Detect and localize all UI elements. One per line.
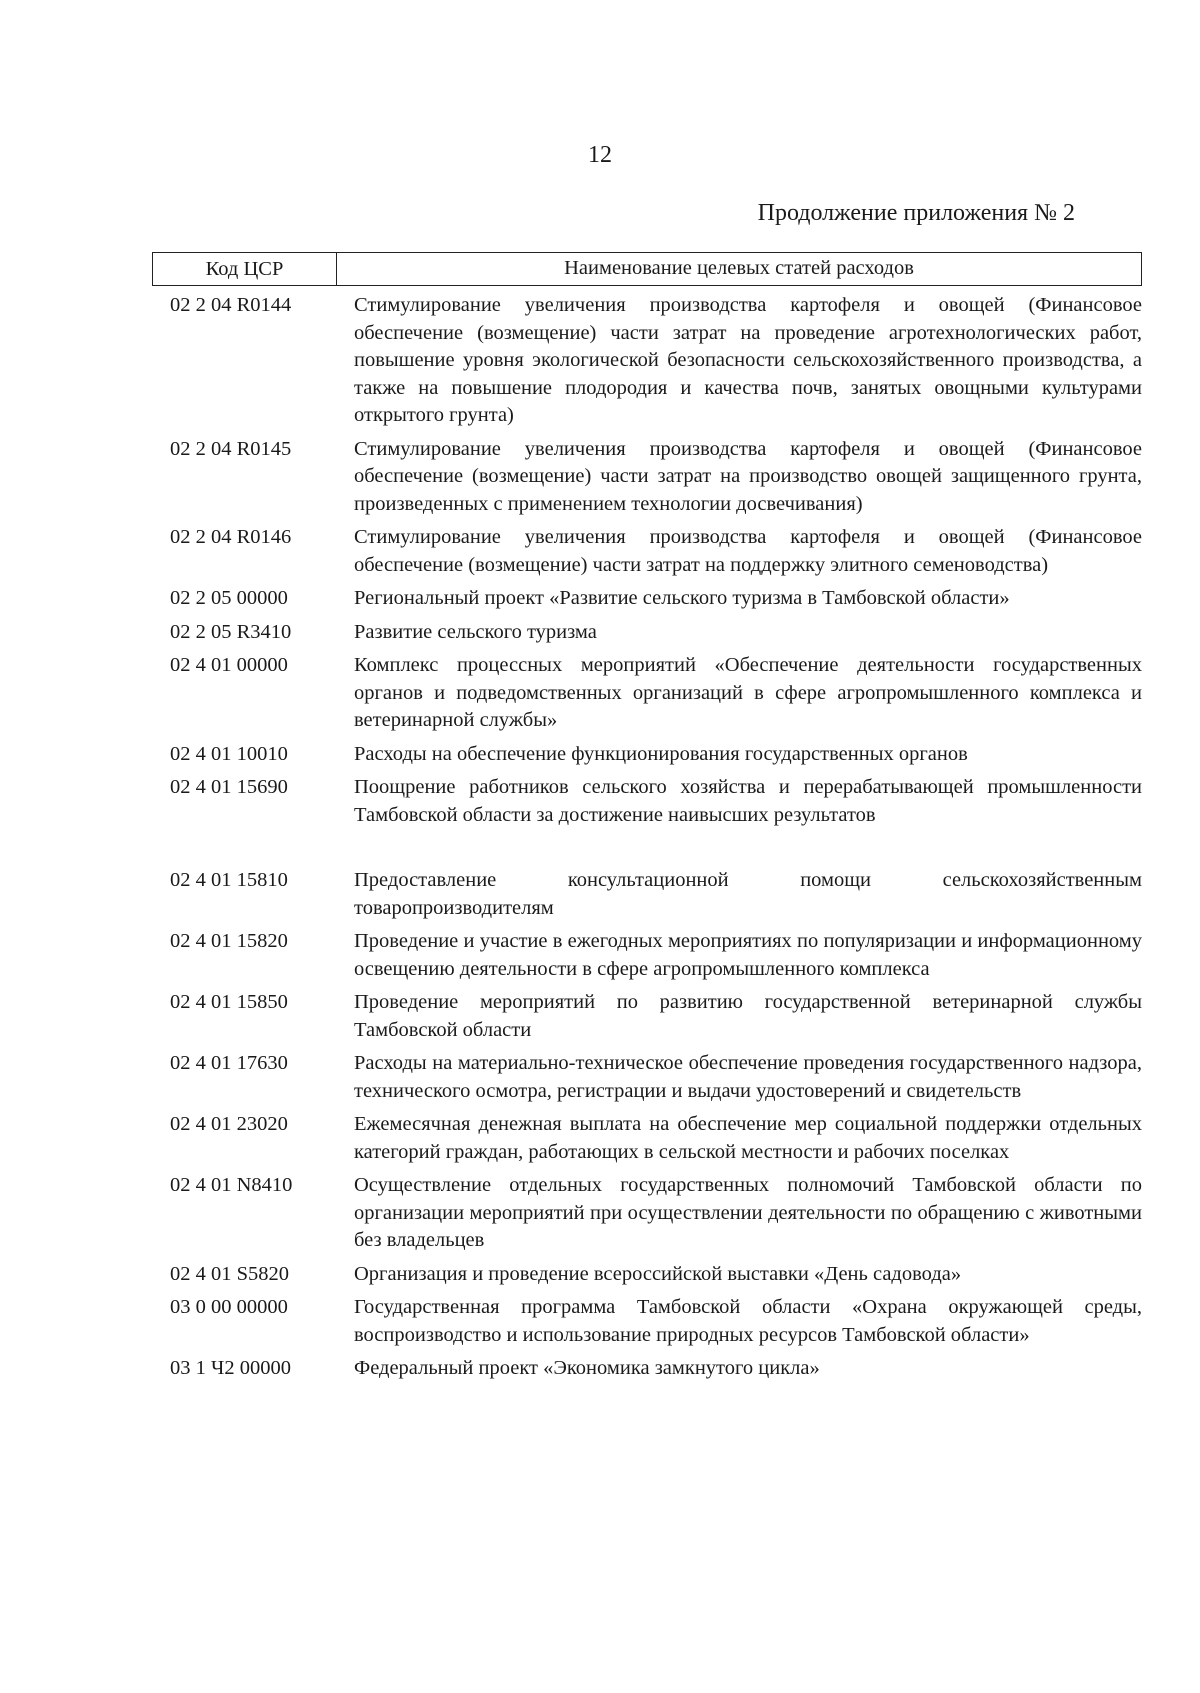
row-code: 02 2 05 00000 — [170, 587, 288, 609]
table-row — [152, 1355, 1142, 1383]
row-code: 02 4 01 15820 — [170, 930, 288, 952]
table-row — [152, 928, 1142, 983]
row-code: 03 1 Ч2 00000 — [170, 1357, 291, 1379]
row-name: Региональный проект «Развитие сельского туризма в Тамбовской области» — [354, 587, 1010, 609]
row-name: Стимулирование увеличения производства картофеля и овощей (Финансовое обеспечение (возмещение) части затрат на проведение агротехнологических работ, повышение уровня экологической безопасности сельскохозяйственного производства, а также на повышение плодородия и качества почв, занятых овощными культурами открытого грунта) — [354, 294, 1142, 426]
table-row — [152, 1294, 1142, 1349]
row-name: Федеральный проект «Экономика замкнутого цикла» — [354, 1357, 820, 1379]
row-name: Проведение и участие в ежегодных мероприятиях по популяризации и информационному освещению деятельности в сфере агропромышленного комплекса — [354, 930, 1142, 980]
row-name: Осуществление отдельных государственных полномочий Тамбовской области по организации мероприятий при осуществлении деятельности по обращению с животными без владельцев — [354, 1174, 1142, 1251]
row-name: Расходы на обеспечение функционирования государственных органов — [354, 742, 968, 765]
row-name: Организация и проведение всероссийской выставки «День садовода» — [354, 1262, 962, 1285]
row-code: 02 2 04 R0145 — [170, 437, 292, 460]
header-name: Наименование целевых статей расходов — [564, 257, 914, 280]
table-row — [152, 1261, 1142, 1289]
table-row — [152, 652, 1142, 735]
row-name: Поощрение работников сельского хозяйства и перерабатывающей промышленности Тамбовской области за достижение наивысших результатов — [354, 776, 1142, 826]
page-number: 12 — [588, 142, 612, 168]
row-code: 02 4 01 15690 — [170, 776, 288, 798]
table-row — [152, 774, 1142, 829]
row-name: Предоставление консультационной помощи сельскохозяйственным товаропроизводителям — [354, 869, 1142, 919]
row-name: Стимулирование увеличения производства картофеля и овощей (Финансовое обеспечение (возмещение) части затрат на поддержку элитного семеноводства) — [354, 526, 1142, 576]
row-code: 02 4 01 17630 — [170, 1052, 288, 1074]
row-code: 02 4 01 15850 — [170, 991, 288, 1013]
row-code: 02 2 05 R3410 — [170, 620, 292, 643]
table-row — [152, 1172, 1142, 1255]
row-name: Расходы на материально-техническое обеспечение проведения государственного надзора, технического осмотра, регистрации и выдачи удостоверений и свидетельств — [354, 1052, 1142, 1102]
table-row — [152, 741, 1142, 769]
appendix-note: Продолжение приложения № 2 — [757, 200, 1075, 226]
table-row — [152, 989, 1142, 1044]
row-code: 02 2 04 R0144 — [170, 294, 292, 316]
row-code: 02 4 01 S5820 — [170, 1262, 290, 1285]
header-code: Код ЦСР — [153, 253, 337, 285]
row-code: 02 2 04 R0146 — [170, 526, 292, 548]
table-row — [152, 524, 1142, 579]
row-code: 02 4 01 00000 — [170, 654, 288, 676]
row-code: 03 0 00 00000 — [170, 1296, 288, 1318]
row-name: Государственная программа Тамбовской области «Охрана окружающей среды, воспроизводство и использование природных ресурсов Тамбовской области» — [354, 1296, 1142, 1346]
table-row — [152, 292, 1142, 430]
table-row — [152, 585, 1142, 613]
table-row — [152, 436, 1142, 519]
table-row — [152, 619, 1142, 647]
row-name: Развитие сельского туризма — [354, 620, 597, 643]
row-name: Комплекс процессных мероприятий «Обеспечение деятельности государственных органов и подведомственных организаций в сфере агропромышленного комплекса и ветеринарной службы» — [354, 654, 1142, 731]
row-code: 02 4 01 23020 — [170, 1113, 288, 1135]
table-row — [152, 867, 1142, 922]
table-row — [152, 1111, 1142, 1166]
row-code: 02 4 01 N8410 — [170, 1174, 293, 1196]
row-code: 02 4 01 10010 — [170, 742, 288, 765]
row-name: Ежемесячная денежная выплата на обеспечение мер социальной поддержки отдельных категорий граждан, работающих в сельской местности и рабочих поселках — [354, 1113, 1142, 1163]
row-name: Стимулирование увеличения производства картофеля и овощей (Финансовое обеспечение (возмещение) части затрат на производство овощей защищенного грунта, произведенных с применением технологии досвечивания) — [354, 437, 1142, 515]
row-code: 02 4 01 15810 — [170, 869, 288, 891]
row-name: Проведение мероприятий по развитию государственной ветеринарной службы Тамбовской области — [354, 991, 1142, 1041]
expenditure-table — [152, 252, 1142, 1383]
table-row — [152, 1050, 1142, 1105]
table-header — [152, 252, 1142, 286]
